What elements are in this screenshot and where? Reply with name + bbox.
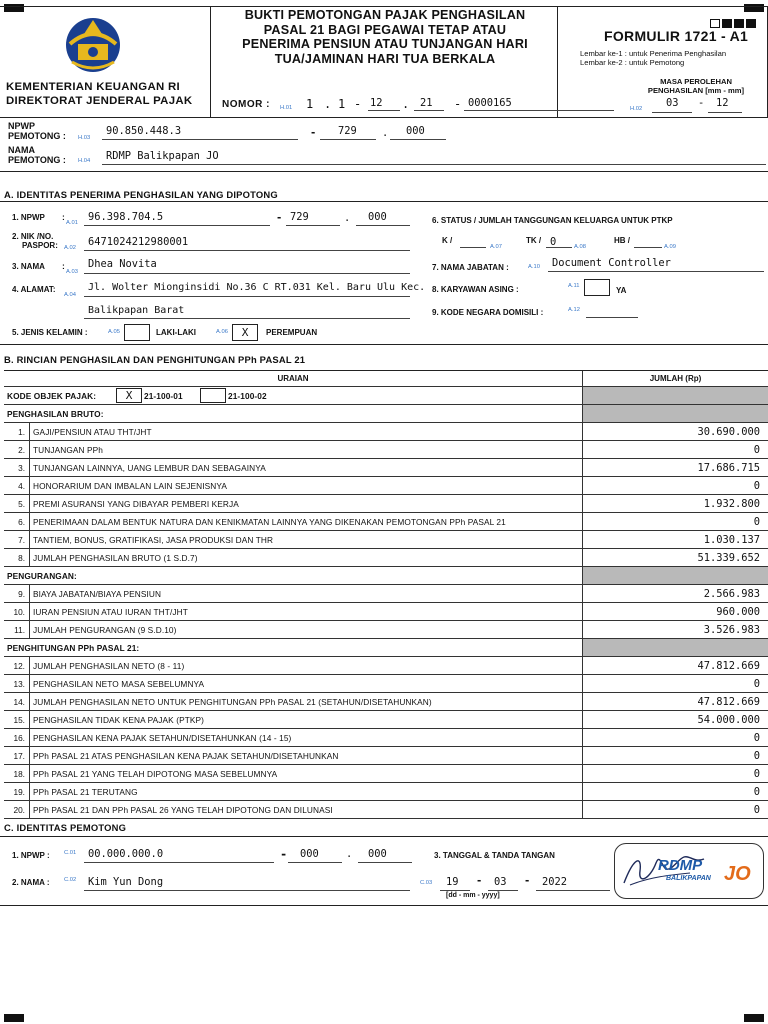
table-row — [4, 693, 768, 711]
a-alamat-underline — [84, 296, 410, 297]
label-line: NAMA — [8, 145, 35, 155]
row-number: 5. — [4, 495, 30, 512]
row-amount: 17.686.715 — [582, 459, 768, 476]
row-number: 7. — [4, 531, 30, 548]
row-number: 4. — [4, 477, 30, 494]
table-header-row — [4, 371, 768, 387]
a-npwp-colon: : — [62, 212, 65, 222]
a-asing-code: A.11 — [568, 283, 580, 289]
row-number: 20. — [4, 801, 30, 818]
a-jabatan-label: 7. NAMA JABATAN : — [432, 263, 509, 272]
table-group-row — [4, 567, 768, 585]
col-jumlah-header: JUMLAH (Rp) — [582, 371, 768, 386]
ministry-name: KEMENTERIAN KEUANGAN RI — [6, 81, 180, 93]
a-hb-label: HB / — [614, 236, 630, 245]
row-amount: 960.000 — [582, 603, 768, 620]
c-tgl-underline — [536, 890, 610, 891]
label-line: PEMOTONG : — [8, 155, 66, 165]
pemotong-nama-underline — [102, 164, 766, 165]
c-npwp-end: 000 — [368, 848, 387, 860]
row-description: TUNJANGAN LAINNYA, UANG LEMBUR DAN SEBAGAINYA — [33, 463, 266, 473]
row-number: 8. — [4, 549, 30, 566]
pemotong-npwp-mid: 729 — [338, 125, 357, 137]
row-amount: 30.690.000 — [582, 423, 768, 440]
a-nama-code: A.03 — [66, 269, 78, 275]
a-alamat-code: A.04 — [64, 292, 76, 298]
perempuan-checkbox[interactable]: X — [232, 324, 258, 341]
c-nama-label: 2. NAMA : — [12, 878, 50, 887]
a-npwp-mid: 729 — [290, 211, 309, 223]
directorate-name: DIREKTORAT JENDERAL PAJAK — [6, 95, 193, 107]
corner-marker-bottom-right — [744, 1014, 764, 1022]
row-description: GAJI/PENSIUN ATAU THT/JHT — [33, 427, 152, 437]
section-a-title: A. IDENTITAS PENERIMA PENGHASILAN YANG DIPOTONG — [4, 189, 278, 200]
row-description: JUMLAH PENGURANGAN (9 S.D.10) — [33, 625, 177, 635]
row-amount: 0 — [582, 513, 768, 530]
c-tgl-mm: 03 — [494, 876, 507, 888]
row-description: HONORARIUM DAN IMBALAN LAIN SEJENISNYA — [33, 481, 228, 491]
table-row — [4, 783, 768, 801]
masa-underline — [708, 112, 742, 113]
row-amount: 1.030.137 — [582, 531, 768, 548]
row-description: BIAYA JABATAN/BIAYA PENSIUN — [33, 589, 162, 599]
table-row — [4, 585, 768, 603]
section-b-title: B. RINCIAN PENGHASILAN DAN PENGHITUNGAN PPh PASAL 21 — [4, 354, 306, 365]
row-description: PENGHASILAN NETO MASA SEBELUMNYA — [33, 679, 205, 689]
row-number: 18. — [4, 765, 30, 782]
a-jk-laki: LAKI-LAKI — [156, 328, 196, 337]
a-alamat-line2: Balikpapan Barat — [88, 305, 185, 316]
pemotong-npwp-end: 000 — [406, 125, 425, 137]
row-number: 2. — [4, 441, 30, 458]
group-amount-cell — [582, 639, 768, 656]
row-number: 16. — [4, 729, 30, 746]
nomor-part-1: 1 — [306, 97, 314, 111]
row-description: IURAN PENSIUN ATAU IURAN THT/JHT — [33, 607, 188, 617]
table-row — [4, 657, 768, 675]
a-alamat-label: 4. ALAMAT: — [12, 285, 56, 294]
label-line: PEMOTONG : — [8, 131, 66, 141]
kode-objek-label: KODE OBJEK PAJAK: — [7, 391, 97, 401]
a-hb-code: A.09 — [664, 244, 676, 250]
a-hb-underline — [634, 247, 662, 248]
stamp-rdmp: RDMP — [658, 857, 703, 874]
masa-underline — [652, 112, 692, 113]
row-number: 9. — [4, 585, 30, 602]
row-amount: 54.000.000 — [582, 711, 768, 728]
row-amount: 0 — [582, 441, 768, 458]
c-tgl-sep1: - — [476, 875, 483, 887]
a-tk-value: 0 — [550, 236, 557, 248]
form-title-line: TUA/JAMINAN HARI TUA BERKALA — [274, 51, 496, 66]
a-npwp-underline — [286, 225, 340, 226]
c-tgl-yyyy: 2022 — [542, 876, 568, 888]
a-npwp-underline — [356, 225, 410, 226]
label-line: NPWP — [8, 121, 35, 131]
row-amount: 51.339.652 — [582, 549, 768, 566]
c-npwp-code: C.01 — [64, 850, 77, 856]
row-number: 13. — [4, 675, 30, 692]
pemotong-npwp-underline — [320, 139, 376, 140]
kode-21-100-02-label: 21-100-02 — [228, 391, 267, 401]
a-k-label: K / — [442, 236, 453, 245]
row-description: PENERIMAAN DALAM BENTUK NATURA DAN KENIKMATAN LAINNYA YANG DIKENAKAN PEMOTONGAN PPh PASAL 21 — [33, 517, 506, 527]
a-jabatan-underline — [548, 271, 764, 272]
masa-label-line: MASA PEROLEHAN — [660, 77, 732, 86]
lembar-2-note: Lembar ke-2 : untuk Pemotong — [580, 58, 685, 67]
c-npwp-underline — [358, 862, 412, 863]
nomor-sep-1: . — [324, 97, 332, 111]
table-row — [4, 441, 768, 459]
a-tk-label: TK / — [526, 236, 542, 245]
nomor-part-5: 0000165 — [468, 97, 512, 109]
kode-21-100-01-checkbox[interactable]: X — [116, 388, 142, 403]
c-nama-underline — [84, 890, 410, 891]
a-npwp-label: 1. NPWP — [12, 213, 45, 222]
nomor-part-2: 1 — [338, 97, 346, 111]
row-amount: 0 — [582, 729, 768, 746]
karyawan-asing-checkbox[interactable] — [584, 279, 610, 296]
form-title — [214, 8, 556, 66]
a-alamat-underline — [84, 318, 410, 319]
pemotong-nama-label — [8, 145, 66, 165]
row-description: PENGHASILAN KENA PAJAK SETAHUN/DISETAHUNKAN (14 - 15) — [33, 733, 292, 743]
a-nik-underline — [84, 250, 410, 251]
a-nik-label — [12, 232, 58, 250]
a-k-underline — [460, 247, 486, 248]
a-jk-code2: A.06 — [216, 329, 228, 335]
row-description: JUMLAH PENGHASILAN BRUTO (1 S.D.7) — [33, 553, 198, 563]
pemotong-npwp-sep1: - — [310, 127, 317, 139]
nomor-part-3: 12 — [370, 97, 383, 109]
group-label: PENGHASILAN BRUTO: — [7, 409, 104, 419]
table-row — [4, 423, 768, 441]
row-description: PREMI ASURANSI YANG DIBAYAR PEMBERI KERJA — [33, 499, 239, 509]
table-row — [4, 549, 768, 567]
a-status-label: 6. STATUS / JUMLAH TANGGUNGAN KELUARGA UNTUK PTKP — [432, 216, 673, 225]
a-jk-label: 5. JENIS KELAMIN : — [12, 328, 88, 337]
a-asing-label: 8. KARYAWAN ASING : — [432, 285, 519, 294]
row-description: TANTIEM, BONUS, GRATIFIKASI, JASA PRODUKSI DAN THR — [33, 535, 274, 545]
ministry-logo-icon — [58, 14, 128, 76]
kode-objek-amount-cell — [582, 387, 768, 404]
col-uraian-header: URAIAN — [277, 374, 309, 383]
table-group-row — [4, 639, 768, 657]
pemotong-npwp-label — [8, 121, 66, 141]
form-title-line: PENERIMA PENSIUN ATAU TUNJANGAN HARI — [242, 37, 528, 52]
row-number: 1. — [4, 423, 30, 440]
nomor-sep-3: . — [402, 97, 410, 111]
row-amount: 1.932.800 — [582, 495, 768, 512]
nomor-sep-2: - — [354, 97, 362, 111]
table-row — [4, 477, 768, 495]
nomor-label: NOMOR : — [222, 99, 270, 110]
section-c-title: C. IDENTITAS PEMOTONG — [4, 822, 127, 833]
income-table — [4, 370, 768, 816]
table-row — [4, 747, 768, 765]
kode-21-100-02-checkbox[interactable] — [200, 388, 226, 403]
signature-stamp-box — [614, 843, 764, 899]
a-npwp-sep2: . — [344, 212, 351, 224]
a-npwp-underline — [84, 225, 270, 226]
row-number: 19. — [4, 783, 30, 800]
row-number: 3. — [4, 459, 30, 476]
a-nama-colon: : — [62, 261, 65, 271]
table-row — [4, 765, 768, 783]
a-jk-code1: A.05 — [108, 329, 120, 335]
row-amount: 0 — [582, 675, 768, 692]
pemotong-npwp-sep2: . — [382, 127, 389, 139]
table-row — [4, 513, 768, 531]
corner-marker-bottom-left — [4, 1014, 24, 1022]
nomor-sep-4: - — [454, 97, 462, 111]
row-amount: 47.812.669 — [582, 657, 768, 674]
stamp-balikpapan: BALIKPAPAN — [666, 875, 711, 882]
c-tgl-sep2: - — [524, 875, 531, 887]
masa-label-line: PENGHASILAN [mm - mm] — [647, 86, 745, 95]
a-tk-underline — [546, 247, 572, 248]
a-jabatan-code: A.10 — [528, 264, 540, 270]
table-row — [4, 495, 768, 513]
row-amount: 0 — [582, 801, 768, 818]
a-negara-underline — [586, 317, 638, 318]
row-description: TUNJANGAN PPh — [33, 445, 103, 455]
stamp-jo: JO — [724, 863, 751, 885]
masa-label — [636, 77, 756, 95]
a-jabatan: Document Controller — [552, 257, 671, 269]
lembar-1-note: Lembar ke-1 : untuk Penerima Penghasilan — [580, 49, 727, 58]
row-description: PPh PASAL 21 TERUTANG — [33, 787, 138, 797]
nomor-underline — [414, 110, 444, 111]
c-tgl-format: [dd - mm - yyyy] — [446, 892, 500, 899]
masa-to: 12 — [716, 97, 729, 109]
c-tgl-underline — [440, 890, 470, 891]
row-number: 11. — [4, 621, 30, 638]
row-description: JUMLAH PENGHASILAN NETO (8 - 11) — [33, 661, 185, 671]
row-amount: 3.526.983 — [582, 621, 768, 638]
form-title-line: BUKTI PEMOTONGAN PAJAK PENGHASILAN — [244, 8, 526, 22]
label-line: 2. NIK /NO. — [12, 232, 54, 241]
kode-21-100-01-label: 21-100-01 — [144, 391, 183, 401]
c-tgl-dd: 19 — [446, 876, 459, 888]
c-nama-code: C.02 — [64, 877, 77, 883]
table-row — [4, 603, 768, 621]
form-number: FORMULIR 1721 - A1 — [604, 28, 749, 44]
a-k-code: A.07 — [490, 244, 502, 250]
laki-laki-checkbox[interactable] — [124, 324, 150, 341]
nomor-part-4: 21 — [420, 97, 433, 109]
a-tk-code: A.08 — [574, 244, 586, 250]
a-npwp-sep1: - — [276, 212, 283, 224]
a-nik-code: A.02 — [64, 245, 76, 251]
row-number: 10. — [4, 603, 30, 620]
pemotong-npwp-underline — [102, 139, 298, 140]
row-number: 14. — [4, 693, 30, 710]
table-row — [4, 459, 768, 477]
table-group-row — [4, 405, 768, 423]
c-npwp-label: 1. NPWP : — [12, 851, 50, 860]
table-row — [4, 711, 768, 729]
a-negara-label: 9. KODE NEGARA DOMISILI : — [432, 308, 544, 317]
c-npwp-sep2: . — [346, 848, 353, 860]
row-amount: 47.812.669 — [582, 693, 768, 710]
row-description: PENGHASILAN TIDAK KENA PAJAK (PTKP) — [33, 715, 205, 725]
group-amount-cell — [582, 405, 768, 422]
form-title-line: PASAL 21 BAGI PEGAWAI TETAP ATAU — [263, 22, 507, 37]
row-amount: 0 — [582, 477, 768, 494]
c-tanggal-code: C.03 — [420, 880, 433, 886]
group-amount-cell — [582, 567, 768, 584]
row-amount: 0 — [582, 765, 768, 782]
a-npwp-main: 96.398.704.5 — [88, 211, 164, 223]
row-amount: 2.566.983 — [582, 585, 768, 602]
c-npwp-main: 00.000.000.0 — [88, 848, 164, 860]
nomor-code: H.01 — [280, 105, 293, 111]
masa-from: 03 — [666, 97, 679, 109]
pemotong-npwp-underline — [390, 139, 446, 140]
row-amount: 0 — [582, 783, 768, 800]
pemotong-npwp-main: 90.850.448.3 — [106, 125, 182, 137]
row-description: PPh PASAL 21 YANG TELAH DIPOTONG MASA SEBELUMNYA — [33, 769, 278, 779]
masa-sep: - — [698, 97, 705, 109]
group-label: PENGURANGAN: — [7, 571, 77, 581]
a-alamat-line1: Jl. Wolter Mionginsidi No.36 C RT.031 Kel. Baru Ulu Kec. — [88, 282, 426, 293]
kode-objek-row — [4, 387, 768, 405]
a-nama-label: 3. NAMA — [12, 262, 45, 271]
a-negara-code: A.12 — [568, 307, 580, 313]
row-amount: 0 — [582, 747, 768, 764]
row-description: JUMLAH PENGHASILAN NETO UNTUK PENGHITUNGAN PPh PASAL 21 (SETAHUN/DISETAHUNKAN) — [33, 697, 432, 707]
row-number: 12. — [4, 657, 30, 674]
group-label: PENGHITUNGAN PPh PASAL 21: — [7, 643, 140, 653]
a-asing-ya: YA — [616, 286, 627, 295]
c-npwp-underline — [288, 862, 342, 863]
a-jk-perempuan: PEREMPUAN — [266, 328, 318, 337]
label-line: PASPOR: — [22, 241, 58, 250]
row-number: 15. — [4, 711, 30, 728]
table-row — [4, 801, 768, 819]
table-row — [4, 675, 768, 693]
a-npwp-code: A.01 — [66, 220, 78, 226]
nomor-underline — [464, 110, 614, 111]
a-nama: Dhea Novita — [88, 258, 157, 270]
pemotong-nama-code: H.04 — [78, 158, 91, 164]
row-number: 6. — [4, 513, 30, 530]
c-tanggal-label: 3. TANGGAL & TANDA TANGAN — [434, 851, 555, 860]
row-number: 17. — [4, 747, 30, 764]
c-nama: Kim Yun Dong — [88, 876, 164, 888]
c-npwp-mid: 000 — [300, 848, 319, 860]
pemotong-npwp-code: H.03 — [78, 135, 91, 141]
c-tgl-underline — [488, 890, 518, 891]
a-npwp-end: 000 — [368, 211, 387, 223]
masa-code: H.02 — [630, 106, 643, 112]
table-row — [4, 621, 768, 639]
c-npwp-sep1: - — [280, 847, 288, 861]
pemotong-nama: RDMP Balikpapan JO — [106, 150, 219, 162]
a-nama-underline — [84, 273, 410, 274]
row-description: PPh PASAL 21 DAN PPh PASAL 26 YANG TELAH DIPOTONG DAN DILUNASI — [33, 805, 333, 815]
row-description: PPh PASAL 21 ATAS PENGHASILAN KENA PAJAK SETAHUN/DISETAHUNKAN — [33, 751, 339, 761]
table-row — [4, 531, 768, 549]
nomor-underline — [368, 110, 400, 111]
c-npwp-underline — [84, 862, 274, 863]
a-nik: 6471024212980001 — [88, 236, 189, 248]
table-row — [4, 729, 768, 747]
